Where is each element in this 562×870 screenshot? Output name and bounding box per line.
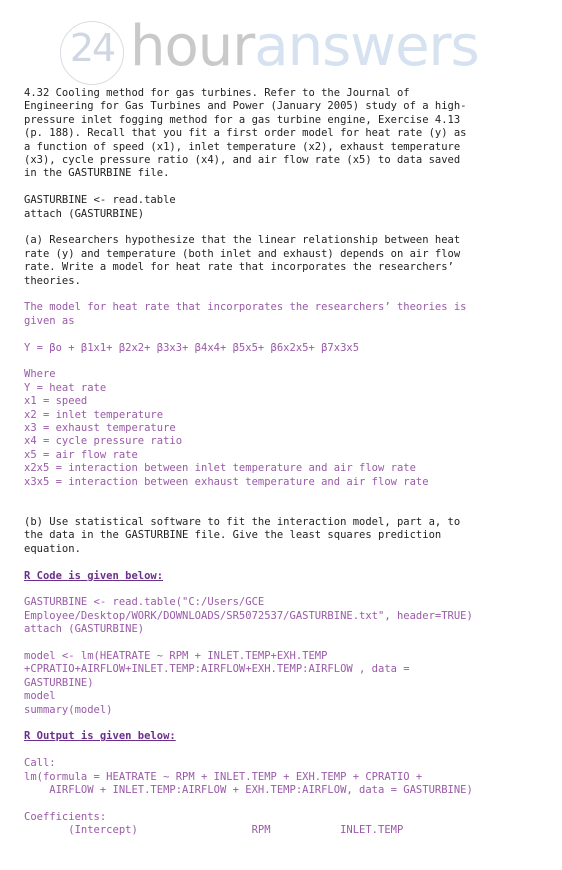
problem-line: (x3), cycle pressure ratio (x4), and air flow rate (x5) to data saved <box>24 154 461 167</box>
r-code-line: GASTURBINE <- read.table("C:/Users/GCE <box>24 596 265 609</box>
question-line: (b) Use statistical software to fit the interaction model, part a, to <box>24 515 461 528</box>
site-logo <box>58 14 479 86</box>
problem-line: (p. 188). Recall that you fit a first order model for heat rate (y) as <box>24 127 467 140</box>
r-output-line: Coefficients: <box>24 810 107 823</box>
problem-code <box>24 194 554 221</box>
r-output-header: R Output is given below: <box>24 730 176 743</box>
problem-line: in the GASTURBINE file. <box>24 167 170 180</box>
problem-line: 4.32 Cooling method for gas turbines. Refer to the Journal of <box>24 87 410 99</box>
question-line: equation. <box>24 542 81 555</box>
where-line: x4 = cycle pressure ratio <box>24 435 183 448</box>
where-line: x2 = inlet temperature <box>24 408 164 421</box>
where-line: x1 = speed <box>24 395 88 408</box>
logo-number: 24 <box>69 26 115 70</box>
part-a-answer <box>24 301 554 489</box>
r-output-call <box>24 757 554 797</box>
r-output-line: AIRFLOW + INLET.TEMP:AIRFLOW + EXH.TEMP:AIRFLOW, data = GASTURBINE) <box>24 783 473 796</box>
question-line: the data in the GASTURBINE file. Give the least squares prediction <box>24 529 442 542</box>
r-code-line: GASTURBINE) <box>24 676 94 689</box>
r-code-line: model <box>24 690 56 703</box>
part-b-question <box>24 516 554 556</box>
r-output-line: Call: <box>24 757 56 770</box>
r-code-line: +CPRATIO+AIRFLOW+INLET.TEMP:AIRFLOW+EXH.TEMP:AIRFLOW , data = <box>24 663 410 676</box>
logo-word-hour: hour <box>130 14 255 79</box>
answer-line: given as <box>24 314 75 327</box>
part-a-question <box>24 234 554 288</box>
where-line: x3x5 = interaction between exhaust temperature and air flow rate <box>24 475 429 488</box>
code-line: attach (GASTURBINE) <box>24 207 145 220</box>
where-line: x3 = exhaust temperature <box>24 422 176 435</box>
r-code-read <box>24 596 554 636</box>
question-line: rate (y) and temperature (both inlet and exhaust) depends on air flow <box>24 247 461 260</box>
r-code-header: R Code is given below: <box>24 569 164 582</box>
where-line: Y = heat rate <box>24 381 107 394</box>
r-output-coefficients <box>24 811 554 838</box>
where-line: Where <box>24 368 56 381</box>
code-line: GASTURBINE <- read.table <box>24 194 176 207</box>
problem-line: a function of speed (x1), inlet temperature (x2), exhaust temperature <box>24 140 461 153</box>
r-code-line: model <- lm(HEATRATE ~ RPM + INLET.TEMP+EXH.TEMP <box>24 649 328 662</box>
question-line: theories. <box>24 274 81 287</box>
r-output-line: lm(formula = HEATRATE ~ RPM + INLET.TEMP + EXH.TEMP + CPRATIO + <box>24 770 423 783</box>
r-code-model <box>24 650 554 717</box>
problem-statement <box>24 87 554 181</box>
model-equation: Y = βo + β1x1+ β2x2+ β3x3+ β4x4+ β5x5+ β6x2x5+ β7x3x5 <box>24 341 360 354</box>
r-code-line: Employee/Desktop/WORK/DOWNLOADS/SR5072537/GASTURBINE.txt", header=TRUE) <box>24 609 473 622</box>
answer-line: The model for heat rate that incorporates the researchers’ theories is <box>24 301 467 314</box>
where-line: x2x5 = interaction between inlet temperature and air flow rate <box>24 462 416 475</box>
logo-wordmark <box>130 14 479 79</box>
question-line: (a) Researchers hypothesize that the linear relationship between heat <box>24 234 461 247</box>
problem-line: pressure inlet fogging method for a gas turbine engine, Exercise 4.13 <box>24 113 461 126</box>
document-body <box>24 87 554 838</box>
r-output-line: (Intercept) RPM INLET.TEMP <box>24 824 404 837</box>
r-code-line: attach (GASTURBINE) <box>24 623 145 636</box>
where-line: x5 = air flow rate <box>24 448 138 461</box>
problem-line: Engineering for Gas Turbines and Power (January 2005) study of a high- <box>24 100 467 113</box>
r-code-line: summary(model) <box>24 703 113 716</box>
logo-word-answers: answers <box>254 14 479 79</box>
question-line: rate. Write a model for heat rate that incorporates the researchers’ <box>24 261 454 274</box>
